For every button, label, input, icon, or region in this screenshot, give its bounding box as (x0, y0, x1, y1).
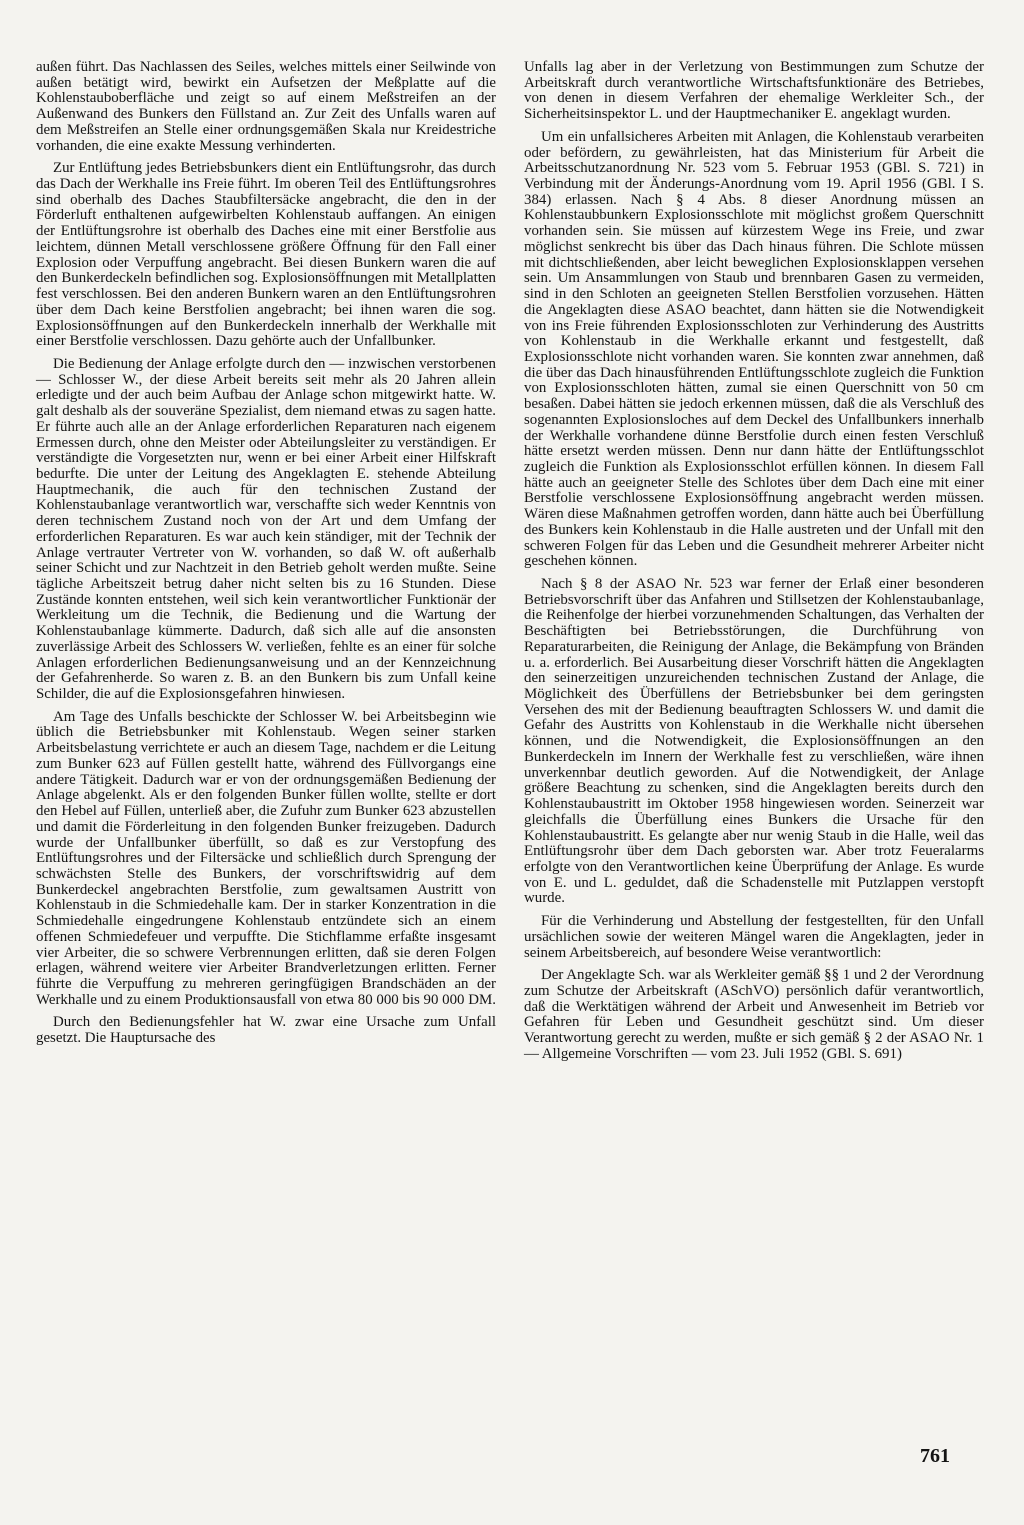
paragraph: Für die Verhinderung und Abstellung der festgestellten, für den Unfall ursächlichen sowie der weiteren Mängel waren die Angeklagten, jeder in seinem Arbeitsbereich, auf besondere Weise verantwortlich: (524, 913, 984, 961)
paragraph: Unfalls lag aber in der Verletzung von Bestimmungen zum Schutze der Arbeitskraft durch verantwortliche Wirtschaftsfunktionäre des Betriebes, von denen in diesem Verfahren der ehemalige Werkleiter Sch., der Sicherheitsinspektor L. und der Hauptmechaniker E. angeklagt wurden. (524, 59, 984, 123)
paragraph: Um ein unfallsicheres Arbeiten mit Anlagen, die Kohlenstaub verarbeiten oder befördern, zu gewährleisten, hat das Ministerium für Arbeit die Arbeitsschutzanordnung Nr. 523 vom 5. Februar 1953 (GBl. S. 721) in Verbindung mit der Änderungs-Anordnung vom 19. April 1956 (GBl. I S. 384) erlassen. Nach § 4 Abs. 8 dieser Anordnung müssen an Kohlenstaubbunkern Explosionsschlote mit möglichst großem Querschnitt vorhanden sein. Sie müssen auf kürzestem Wege ins Freie, und zwar möglichst senkrecht bis über das Dach hinaus führen. Die Schlote müssen mit dichtschließenden, aber leicht beweglichen Explosionsklappen versehen sein. Um Ansammlungen von Staub und brennbaren Gasen zu vermeiden, sind in den Schloten an geeigneten Stellen Berstfolien vorzusehen. Hätten die Angeklagten diese ASAO beachtet, dann hätten sie die Notwendigkeit von ins Freie führenden Explosionsschloten zur Verhinderung des Austritts von Kohlenstaub in die Werkhalle erkannt und festgestellt, daß Explosionsschlote nicht vorhanden waren. Sie konnten zwar annehmen, daß die über das Dach hinausführenden Entlüftungsschlote zugleich die Funktion von Explosionsschloten hätten, zumal sie einen Querschnitt von 50 cm besaßen. Dabei hätten sie jedoch erkennen müssen, daß die als Verschluß des sogenannten Explosionsloches auf dem Deckel des Unfallbunkers innerhalb der Werkhalle vorhandene dünne Berstfolie durch einen festen Verschluß hätte ersetzt werden müssen. Denn nur dann hätte der Entlüftungsschlot zugleich die Funktion als Explosionsschlot erfüllen können. In diesem Fall hätte auch an geeigneter Stelle des Schlotes über dem Dach eine mit einer Berstfolie verschlossene Explosionsöffnung angebracht werden müssen. Wären diese Maßnahmen getroffen worden, dann hätte auch bei Überfüllung des Bunkers kein Kohlenstaub in die Halle austreten und der Unfall mit den schweren Folgen für das Leben und die Gesundheit mehrerer Arbeiter nicht geschehen können. (524, 128, 984, 570)
right-column (524, 60, 984, 1500)
paragraph: Am Tage des Unfalls beschickte der Schlosser W. bei Arbeitsbeginn wie üblich die Betriebsbunker mit Kohlenstaub. Wegen seiner starken Arbeitsbelastung verrichtete er auch an diesem Tage, nachdem er die Leitung zum Bunker 623 auf Füllen gestellt hatte, während des Füllvorgangs eine andere Tätigkeit. Dadurch war er von der ordnungsgemäßen Bedienung der Anlage abgelenkt. Als er den folgenden Bunker füllen wollte, stellte er dort den Hebel auf Füllen, unterließ aber, die Zufuhr zum Bunker 623 abzustellen und damit die Förderleitung in den folgenden Bunker freizugeben. Dadurch wurde der Unfallbunker überfüllt, so daß es zur Verstopfung des Entlüftungsrohres und der Filtersäcke und schließlich durch Sprengung der schwächsten Stelle des Bunkers, der vorschriftswidrig auf dem Bunkerdeckel angebrachten Berstfolie, zum gewaltsamen Austritt von Kohlenstaub in die Schmiedehalle kam. Der in starker Konzentration in die Schmiedehalle eingedrungene Kohlenstaub entzündete sich an einem offenen Schmiedefeuer und verpuffte. Die Stichflamme erfaßte insgesamt vier Arbeiter, die so schwere Verbrennungen erlitten, daß sie deren Folgen erlagen, während weitere vier Arbeiter Brandverletzungen erlitten. Ferner führte die Verpuffung zu mehreren geringfügigen Brandschäden an der Werkhalle und zu einem Produktionsausfall von etwa 80 000 bis 90 000 DM. (36, 708, 496, 1008)
page-number: 761 (920, 1445, 950, 1467)
paragraph: außen führt. Das Nachlassen des Seiles, welches mittels einer Seilwinde von außen betätigt wird, bewirkt ein Aufsetzen der Meßplatte auf die Kohlenstauboberfläche und zeigt so auf einem Meßstreifen an der Außenwand des Bunkers den Füllstand an. Zur Zeit des Unfalls waren auf dem Meßstreifen an Stelle einer ordnungsgemäßen Skala nur Kreidestriche vorhanden, die eine exakte Messung verhinderten. (36, 59, 496, 154)
paragraph: Zur Entlüftung jedes Betriebsbunkers dient ein Entlüftungsrohr, das durch das Dach der Werkhalle ins Freie führt. Im oberen Teil des Entlüftungsrohres sind oberhalb des Daches Staubfiltersäcke angebracht, die den in der Förderluft enthaltenen aufgewirbelten Kohlenstaub auffangen. An einigen der Entlüftungsrohre ist oberhalb des Daches eine mit einer Berstfolie aus leichtem, dünnen Metall verschlossene größere Öffnung für den Fall einer Explosion oder Verpuffung angebracht. Bei diesen Bunkern waren die auf den Bunkerdeckeln befindlichen sog. Explosionsöffnungen mit Metallplatten fest verschlossen. Bei den anderen Bunkern waren an den Entlüftungsrohren über dem Dach keine Berstfolien angebracht; bei ihnen waren die sog. Explosionsöffnungen auf den Bunkerdeckeln innerhalb der Werkhalle mit einer Berstfolie verschlossen. Dazu gehörte auch der Unfallbunker. (36, 160, 496, 350)
page-body (36, 60, 984, 1500)
left-column (36, 60, 496, 1500)
paragraph: Die Bedienung der Anlage erfolgte durch den — inzwischen verstorbenen — Schlosser W., der diese Arbeit bereits seit mehr als 20 Jahren allein erledigte und der auch beim Aufbau der Anlage schon mitgewirkt hatte. W. galt deshalb als der souveräne Spezialist, dem niemand etwas zu sagen hatte. Er führte auch alle an der Anlage erforderlichen Reparaturen nach eigenem Ermessen durch, ohne den Meister oder Abteilungsleiter zu verständigen. Er verständigte die Vorgesetzten nur, wenn er bei einer Arbeit einer Hilfskraft bedurfte. Die unter der Leitung des Angeklagten E. stehende Abteilung Hauptmechanik, die auch für den technischen Zustand der Kohlenstaubanlage verantwortlich war, verschaffte sich weder Kenntnis von deren technischem Zustand noch von der Art und dem Umfang der erforderlichen Reparaturen. Es war auch kein ständiger, mit der Technik der Anlage vertrauter Vertreter von W. vorhanden, so daß W. oft außerhalb seiner Schicht und zur Nachtzeit in den Betrieb geholt werden mußte. Seine tägliche Arbeitszeit betrug daher nicht selten bis zu 16 Stunden. Diese Zustände konnten entstehen, weil sich kein verantwortlicher Funktionär der Werkleitung um die Technik, die Bedienung und die Wartung der Kohlenstaubanlage kümmerte. Dadurch, daß sich alle auf die ansonsten zuverlässige Arbeit des Schlossers W. verließen, fehlte es an einer für solche Anlagen erforderlichen Bedienungsanweisung und an der Kennzeichnung der Gefahrenherde. So waren z. B. an den Bunkern bis zum Unfall keine Schilder, die auf die Explosionsgefahren hinwiesen. (36, 355, 496, 703)
paragraph: Nach § 8 der ASAO Nr. 523 war ferner der Erlaß einer besonderen Betriebsvorschrift über das Anfahren und Stillsetzen der Kohlenstaubanlage, die Reihenfolge der hierbei vorzunehmenden Schaltungen, das Verhalten der Beschäftigten bei Betriebsstörungen, die Durchführung von Reparaturarbeiten, die Reinigung der Anlage, die Bekämpfung von Bränden u. a. erforderlich. Bei Ausarbeitung dieser Vorschrift hätten die Angeklagten den seinerzeitigen unzureichenden technischen Zustand der Anlage, die Möglichkeit des Überfüllens der Betriebsbunker bei dem geringsten Versehen des mit der Bedienung beauftragten Schlossers W. und damit die Gefahr des Austritts von Kohlenstaub in die Werkhalle nicht übersehen können, und die Notwendigkeit, die Explosionsöffnungen an den Bunkerdeckeln im Innern der Werkhalle fest zu verschließen, wäre ihnen unverkennbar deutlich geworden. Auf die Notwendigkeit, der Anlage größere Beachtung zu schenken, sind die Angeklagten bereits durch den Kohlenstaubaustritt im Oktober 1958 hingewiesen worden. Seinerzeit war gleichfalls die Überfüllung eines Bunkers die Ursache für den Kohlenstaubaustritt. Es gelangte aber nur wenig Staub in die Halle, weil das Entlüftungsrohr über dem Dach geborsten war. Aber trotz Feueralarms erfolgte von den Verantwortlichen keine Überprüfung der Anlage. Es wurde von E. und L. geduldet, daß die Schadenstelle mit Putzlappen verstopft wurde. (524, 576, 984, 907)
paragraph: Durch den Bedienungsfehler hat W. zwar eine Ursache zum Unfall gesetzt. Die Hauptursache des (36, 1014, 496, 1047)
paragraph: Der Angeklagte Sch. war als Werkleiter gemäß §§ 1 und 2 der Verordnung zum Schutze der Arbeitskraft (ASchVO) persönlich dafür verantwortlich, daß die Werktätigen während der Arbeit und Anwesenheit im Betrieb vor Gefahren für Leben und Gesundheit geschützt sind. Um dieser Verantwortung gerecht zu werden, mußte er sich gemäß § 2 der ASAO Nr. 1 — Allgemeine Vorschriften — vom 23. Juli 1952 (GBl. S. 691) (524, 967, 984, 1062)
